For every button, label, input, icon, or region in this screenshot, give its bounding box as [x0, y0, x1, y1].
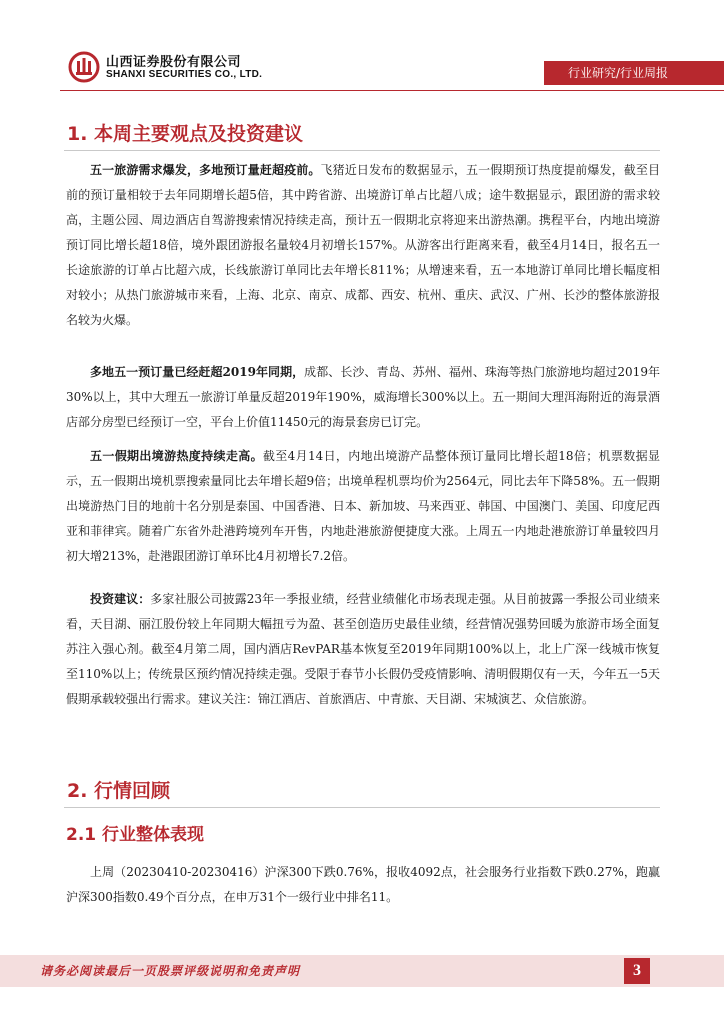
- report-type-tag: 行业研究/行业周报: [544, 61, 724, 85]
- paragraph-market-review: 上周（20230410-20230416）沪深300下跌0.76%，报收4092点，社会服务行业指数下跌0.27%，跑赢沪深300指数0.49个百分点，在申万31个一级行业中排名11。: [66, 865, 660, 904]
- section-2-1-heading: 2.1 行业整体表现: [66, 825, 205, 845]
- paragraph-lead: 五一旅游需求爆发，多地预订量赶超疫前。: [90, 163, 321, 177]
- header-divider: [60, 90, 724, 91]
- paragraph-investment-advice: [66, 587, 660, 712]
- paragraph-body: 多家社服公司披露23年一季报业绩，经营业绩催化市场表现走强。从目前披露一季报公司业绩来看，天目湖、丽江股份较上年同期大幅扭亏为盈、甚至创造历史最佳业绩，经营情况强势回暖为旅游市场全面复苏注入强心剂。截至4月第二周，国内酒店RevPAR基本恢复至2019年同期100%以上，北上广深一线城市恢复至110%以上；传统景区预约情况持续走强。受限于春节小长假仍受疫情影响、清明假期仅有一天，今年五一5天假期承载较强出行需求。建议关注：锦江酒店、首旅酒店、中青旅、天目湖、宋城演艺、众信旅游。: [66, 592, 660, 706]
- company-name-cn: 山西证券股份有限公司: [106, 55, 242, 70]
- footer-disclaimer: 请务必阅读最后一页股票评级说明和免责声明: [40, 964, 301, 978]
- paragraph-body: 飞猪近日发布的数据显示，五一假期预订热度提前爆发，截至目前的预订量相较于去年同期增长超5倍，其中跨省游、出境游订单占比超八成；途牛数据显示，跟团游的需求较高，主题公园、周边酒店自驾游搜索情况持续走高，预计五一假期北京将迎来出游热潮。携程平台，内地出境游预订同比增长超18倍，境外跟团游报名量较4月初增长157%。从游客出行距离来看，截至4月14日，报名五一长途旅游的订单占比超六成，长线旅游订单同比去年增长811%；从增速来看，五一本地游订单同比增长幅度相对较小；从热门旅游城市来看，上海、北京、南京、成都、西安、杭州、重庆、武汉、广州、长沙的整体旅游报名较为火爆。: [66, 163, 660, 327]
- paragraph-body: 成都、长沙、青岛、苏州、福州、珠海等热门旅游地均超过2019年30%以上，其中大理五一旅游订单量反超2019年190%，威海增长300%以上。五一期间大理洱海附近的海景酒店部分房型已经预订一空，平台上价值11450元的海景套房已订完。: [66, 365, 660, 429]
- paragraph-lead: 投资建议：: [90, 592, 151, 606]
- page-number: 3: [624, 958, 650, 984]
- paragraph-bookings-vs-2019: [66, 360, 660, 435]
- section-2-rule: [64, 807, 660, 808]
- section-1-heading: 1. 本周主要观点及投资建议: [67, 123, 304, 145]
- company-logo-icon: [68, 51, 100, 83]
- paragraph-tourism-demand: [66, 158, 660, 333]
- section-1-rule: [64, 150, 660, 151]
- section-2-heading: 2. 行情回顾: [67, 780, 171, 802]
- paragraph-lead: 多地五一预订量已经赶超2019年同期，: [90, 365, 305, 379]
- paragraph-outbound-travel: [66, 444, 660, 569]
- paragraph-body: 截至4月14日，内地出境游产品整体预订量同比增长超18倍；机票数据显示，五一假期出境机票搜索量同比去年增长超9倍；出境单程机票均价为2564元，同比去年下降58%。五一假期出境游热门目的地前十名分别是泰国、中国香港、日本、新加坡、马来西亚、韩国、中国澳门、美国、印度尼西亚和菲律宾。随着广东省外赴港跨境列车开售，内地赴港旅游便捷度大涨。上周五一内地赴港旅游订单量较四月初大增213%，赴港跟团游订单环比4月初增长7.2倍。: [66, 449, 660, 563]
- page-header: [0, 0, 724, 96]
- company-name-en: SHANXI SECURITIES CO., LTD.: [106, 69, 263, 80]
- paragraph-lead: 五一假期出境游热度持续走高。: [90, 449, 263, 463]
